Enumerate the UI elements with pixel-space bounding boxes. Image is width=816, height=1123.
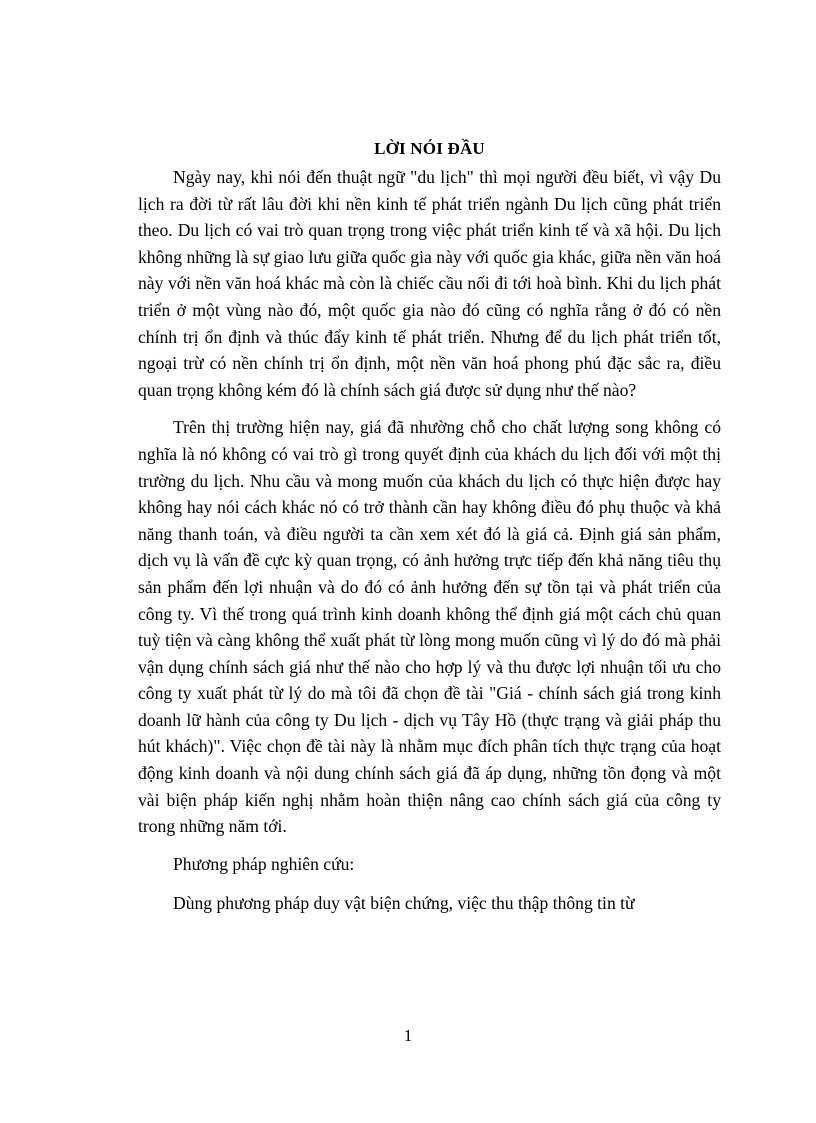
page-number: 1: [403, 1026, 413, 1045]
paragraph-intro: Ngày nay, khi nói đến thuật ngữ "du lịch" thì mọi người đều biết, vì vậy Du lịch ra đời từ rất lâu đời khi nền kinh tế phát triển ngành Du lịch cũng phát triển theo. Du lịch có vai trò quan trọng trong việc phát triển kinh tế và xã hội. Du lịch không những là sự giao lưu giữa quốc gia này với quốc gia khác, giữa nền văn hoá này với nền văn hoá khác mà còn là chiếc cầu nối đi tới hoà bình. Khi du lịch phát triển ở một vùng nào đó, một quốc gia nào đó cũng có nghĩa rằng ở đó có nền chính trị ổn định và thúc đẩy kinh tế phát triển. Nhưng để du lịch phát triển tốt, ngoại trừ có nền chính trị ổn định, một nền văn hoá phong phú đặc sắc ra, điều quan trọng không kém đó là chính sách giá được sử dụng như thế nào?: [138, 167, 721, 400]
paragraph-method-text: Dùng phương pháp duy vật biện chứng, việc thu thập thông tin từ: [173, 893, 635, 914]
paragraph-method-heading: Phương pháp nghiên cứu:: [173, 853, 355, 874]
page-content: [138, 136, 721, 928]
page-title: LỜI NÓI ĐẦU: [374, 139, 485, 158]
paragraph-market: Trên thị trường hiện nay, giá đã nhường chỗ cho chất lượng song không có nghĩa là nó không có vai trò gì trong quyết định của khách du lịch đối với một thị trường du lịch. Nhu cầu và mong muốn của khách du lịch có thực hiện được hay không hay nói cách khác nó có trở thành cần hay không điều đó phụ thuộc và khả năng thanh toán, và điều người ta cần xem xét đó là giá cả. Định giá sản phẩm, dịch vụ là vấn đề cực kỳ quan trọng, có ảnh hưởng trực tiếp đến khả năng tiêu thụ sản phẩm đến lợi nhuận và do đó có ảnh hưởng đến sự tồn tại và phát triển của công ty. Vì thế trong quá trình kinh doanh không thể định giá một cách chủ quan tuỳ tiện và càng không thể xuất phát từ lòng mong muốn cũng vì lý do đó mà phải vận dụng chính sách giá như thế nào cho hợp lý và thu được lợi nhuận tối ưu cho công ty xuất phát từ lý do mà tôi đã chọn đề tài "Giá - chính sách giá trong kinh doanh lữ hành của công ty Du lịch - dịch vụ Tây Hồ (thực trạng và giải pháp thu hút khách)". Việc chọn đề tài này là nhằm mục đích phân tích thực trạng của hoạt động kinh doanh và nội dung chính sách giá đã áp dụng, những tồn đọng và một vài biện pháp kiến nghị nhằm hoàn thiện nâng cao chính sách giá của công ty trong những năm tới.: [138, 417, 721, 837]
